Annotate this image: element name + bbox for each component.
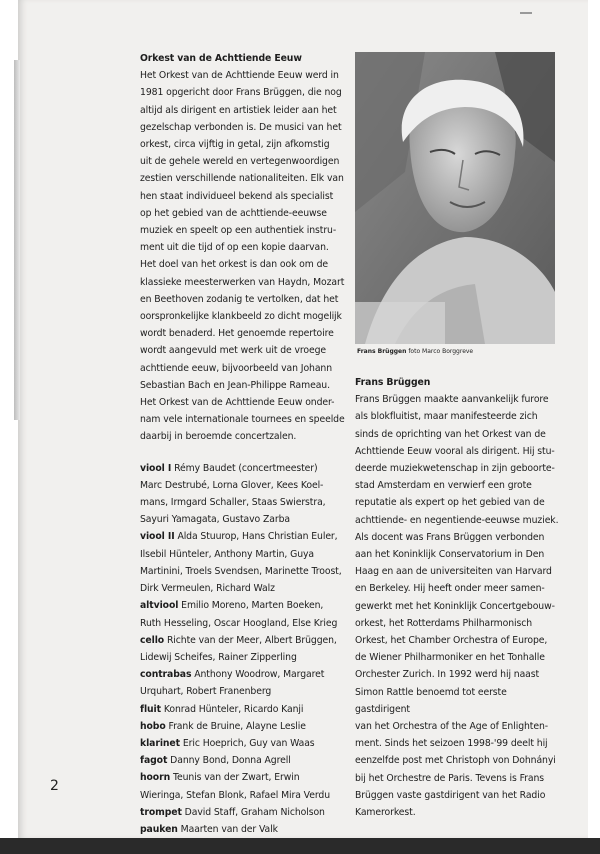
bio-line: stad Amsterdam en verwierf een grote [355,480,532,492]
musician-names: mans, Irmgard Schaller, Staas Swierstra, [140,497,326,509]
instrument-label: fagot [140,755,168,767]
article-line: Het Orkest van de Achttiende Eeuw werd in [140,70,339,82]
article-line: hen staat individueel bekend als specialist [140,190,334,202]
article-line: nam vele internationale tournees en speelde [140,414,345,426]
article-line: muziek en speelt op een authentiek instru- [140,225,337,237]
instrument-label: contrabas [140,669,192,681]
article-line: Het doel van het orkest is dan ook om de [140,259,329,271]
musician-names: Wieringa, Stefan Blonk, Rafael Mira Verdu [140,789,330,801]
scan-mark [520,12,532,14]
musician-names: Eric Hoeprich, Guy van Waas [182,737,315,749]
musician-names: Alda Stuurop, Hans Christian Euler, [177,531,338,543]
roster-line [140,666,350,683]
bio-line: reputatie als expert op het gebied van de [355,497,545,509]
roster-line [140,494,350,511]
roster-line [140,787,350,804]
roster-line [140,511,350,528]
roster-line [140,528,350,545]
photo-caption [357,348,555,356]
musician-names: Richte van der Meer, Albert Brüggen, [166,634,337,646]
article-line: uit de gehele wereld en vertegenwoordigen [140,156,340,168]
roster-line [140,701,350,718]
article-line: wordt aangevuld met werk uit de vroege [140,345,327,357]
musician-names: Martinini, Troels Svendsen, Marinette Troost, [140,565,342,577]
roster-line [140,580,350,597]
bio-line: aan het Koninklijk Conservatorium in Den [355,549,545,561]
instrument-label: cello [140,634,165,646]
roster-line [140,804,350,821]
instrument-label: altviool [140,600,179,612]
instrument-label: pauken [140,823,178,835]
roster-line [140,546,350,563]
musician-names: Ilsebil Hünteler, Anthony Martin, Guya [140,548,314,560]
roster-line [140,563,350,580]
article-line: wordt benaderd. Het genoemde repertoire [140,328,334,340]
page-number: 2 [50,778,59,794]
musician-names: Konrad Hünteler, Ricardo Kanji [163,703,304,715]
roster-line [140,718,350,735]
roster-line [140,752,350,769]
bio-heading: Frans Brüggen [355,377,431,388]
bio-line: achttiende- en negentiende-eeuwse muziek. [355,514,559,526]
caption-name: Frans Brüggen [357,348,407,355]
roster-line [140,821,350,838]
bio-line: Orchester Zurich. In 1992 werd hij naast [355,669,540,681]
roster-line [140,632,350,649]
article-line: Het Orkest van de Achttiende Eeuw onder- [140,397,335,409]
article-line: orkest, circa vijftig in getal, zijn afkomstig [140,139,330,151]
musician-names: Rémy Baudet (concertmeester) [174,462,318,474]
musician-names: Ruth Hesseling, Oscar Hoogland, Else Krieg [140,617,338,629]
article-line: oorspronkelijke klankbeeld zo dicht mogelijk [140,311,342,323]
scan-edge [0,838,600,854]
roster-line [140,477,350,494]
musician-names: Sayuri Yamagata, Gustavo Zarba [140,514,290,526]
instrument-label: viool II [140,531,175,543]
instrument-label: trompet [140,806,182,818]
article-line: ment uit die tijd of op een kopie daarvan. [140,242,329,254]
caption-credit: foto Marco Borggreve [408,348,474,355]
article-line: daarbij in beroemde concertzalen. [140,431,297,443]
article-line: 1981 opgericht door Frans Brüggen, die nog [140,87,342,99]
musician-names: Teunis van der Zwart, Erwin [172,772,300,784]
article-line: klassieke meesterwerken van Haydn, Mozart [140,276,345,288]
musician-names: Emilio Moreno, Marten Boeken, [181,600,324,612]
article-body [140,67,350,445]
bio-line: ment. Sinds het seizoen 1998-'99 deelt hij [355,738,548,750]
portrait-figure [355,52,555,358]
instrument-label: klarinet [140,737,180,749]
portrait-illustration [355,52,555,344]
roster-line [140,769,350,786]
binding-shadow [14,60,20,420]
right-column [355,374,560,821]
instrument-label: hobo [140,720,166,732]
bio-line: Orkest, het Chamber Orchestra of Europe, [355,635,548,647]
instrument-label: fluit [140,703,161,715]
roster-line [140,683,350,700]
roster-line [140,460,350,477]
bio-line: Achttiende Eeuw vooral als dirigent. Hij stu- [355,445,555,457]
musician-names: Frank de Bruine, Alayne Leslie [168,720,306,732]
musician-names: Anthony Woodrow, Margaret [194,669,325,681]
roster-line [140,615,350,632]
bio-line: Kamerorkest. [355,807,416,819]
bio-line: deerde muziekwetenschap in zijn geboorte- [355,463,555,475]
musician-names: Dirk Vermeulen, Richard Walz [140,583,275,595]
musician-names: Urquhart, Robert Franenberg [140,686,272,698]
article-line: altijd als dirigent en artistiek leider aan het [140,104,337,116]
bio-line: en Berkeley. Hij heeft onder meer samen- [355,583,545,595]
bio-line: van het Orchestra of the Age of Enlighten- [355,721,549,733]
bio-line: bij het Orchestre de Paris. Tevens is Frans [355,772,545,784]
bio-line: Brüggen vaste gastdirigent van het Radio [355,789,546,801]
bio-body [355,391,560,821]
musician-names: David Staff, Graham Nicholson [184,806,325,818]
portrait-photo [355,52,555,344]
article-line: en Beethoven zodanig te vertolken, dat het [140,293,339,305]
article-line: op het gebied van de achttiende-eeuwse [140,207,327,219]
roster-line [140,597,350,614]
article-heading: Orkest van de Achttiende Eeuw [140,53,302,64]
orchestra-roster [140,460,350,838]
article-line: achttiende eeuw, bijvoorbeeld van Johann [140,362,333,374]
bio-line: Frans Brüggen maakte aanvankelijk furore [355,394,549,406]
bio-line: Simon Rattle benoemd tot eerste gastdirigent [355,686,507,715]
bio-line: eenzelfde post met Christoph von Dohnányi [355,755,556,767]
article-line: gezelschap verbonden is. De musici van het [140,121,342,133]
roster-line [140,649,350,666]
article-line: Sebastian Bach en Jean-Philippe Rameau. [140,379,330,391]
musician-names: Danny Bond, Donna Agrell [170,755,291,767]
roster-line [140,735,350,752]
left-column [140,50,350,838]
musician-names: Lidewij Scheifes, Rainer Zipperling [140,651,297,663]
bio-line: als blokfluitist, maar manifesteerde zich [355,411,538,423]
instrument-label: viool I [140,462,172,474]
bio-line: de Wiener Philharmoniker en het Tonhalle [355,652,545,664]
bio-line: gewerkt met het Koninklijk Concertgebouw- [355,600,555,612]
article-line: zestien verschillende nationaliteiten. Elk van [140,173,344,185]
bio-line: Als docent was Frans Brüggen verbonden [355,531,545,543]
instrument-label: hoorn [140,772,171,784]
musician-names: Marc Destrubé, Lorna Glover, Kees Koel- [140,479,324,491]
bio-line: orkest, het Rotterdams Philharmonisch [355,617,533,629]
musician-names: Maarten van der Valk [180,823,278,835]
bio-line: Haag en aan de universiteiten van Harvard [355,566,552,578]
bio-line: sinds de oprichting van het Orkest van de [355,428,546,440]
